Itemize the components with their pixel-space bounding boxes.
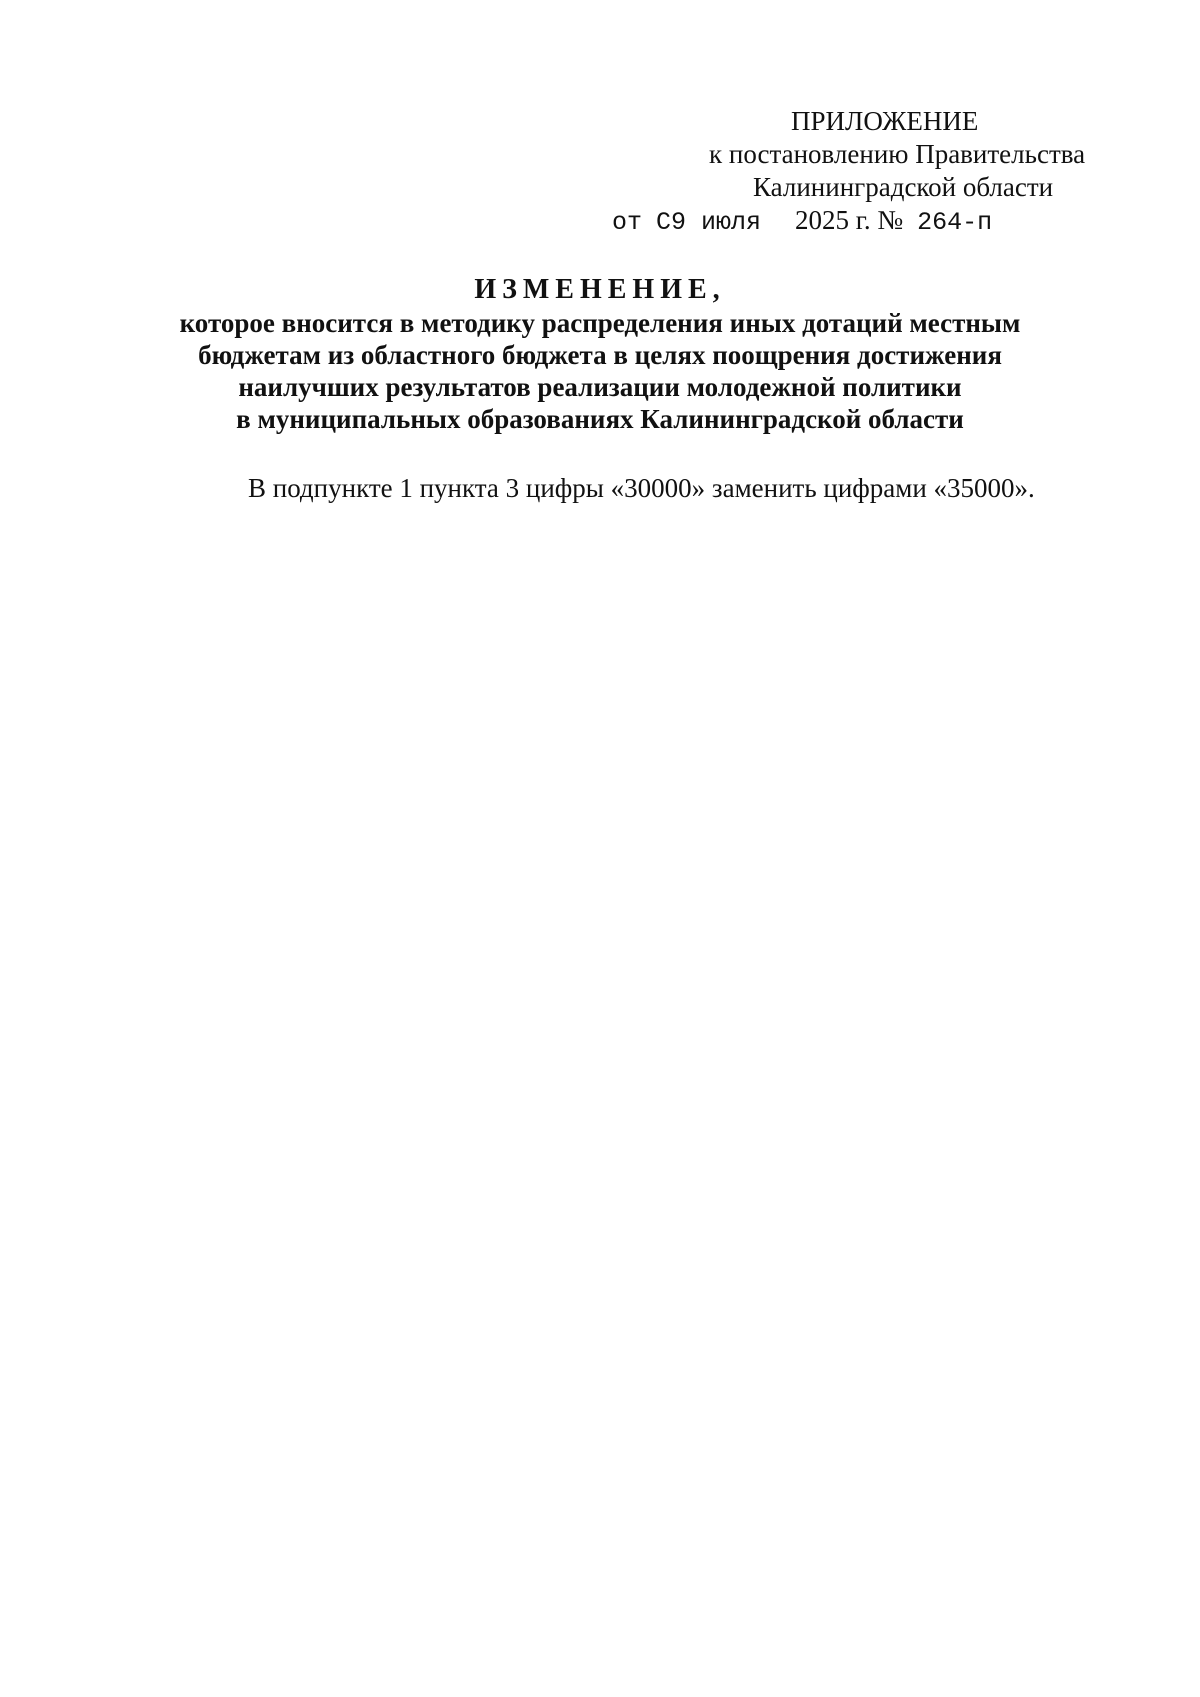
date-year: 2025 г. № xyxy=(795,205,904,235)
subtitle-line-1: которое вносится в методику распределения иных дотаций местным xyxy=(179,308,1021,338)
resolution-number: 264-п xyxy=(917,208,993,237)
appendix-resolution-line: к постановлению Правительства xyxy=(709,139,1086,169)
subtitle-line-3: наилучших результатов реализации молодежной политики xyxy=(238,372,962,402)
appendix-block xyxy=(612,105,1148,239)
body-paragraph: В подпункте 1 пункта 3 цифры «30000» заменить цифрами «35000». xyxy=(248,473,1035,503)
date-day-month: С9 июля xyxy=(656,208,762,237)
appendix-region-line: Калининградской области xyxy=(753,172,1054,202)
subtitle-line-2: бюджетам из областного бюджета в целях поощрения достижения xyxy=(198,340,1002,370)
appendix-label: ПРИЛОЖЕНИЕ xyxy=(791,106,979,136)
subtitle-line-4: в муниципальных образованиях Калининградской области xyxy=(236,404,964,434)
date-prefix: от xyxy=(612,208,643,237)
appendix-date-line xyxy=(612,204,1148,239)
document-title: ИЗМЕНЕНИЕ, xyxy=(474,274,726,305)
document-subtitle xyxy=(150,307,1050,435)
